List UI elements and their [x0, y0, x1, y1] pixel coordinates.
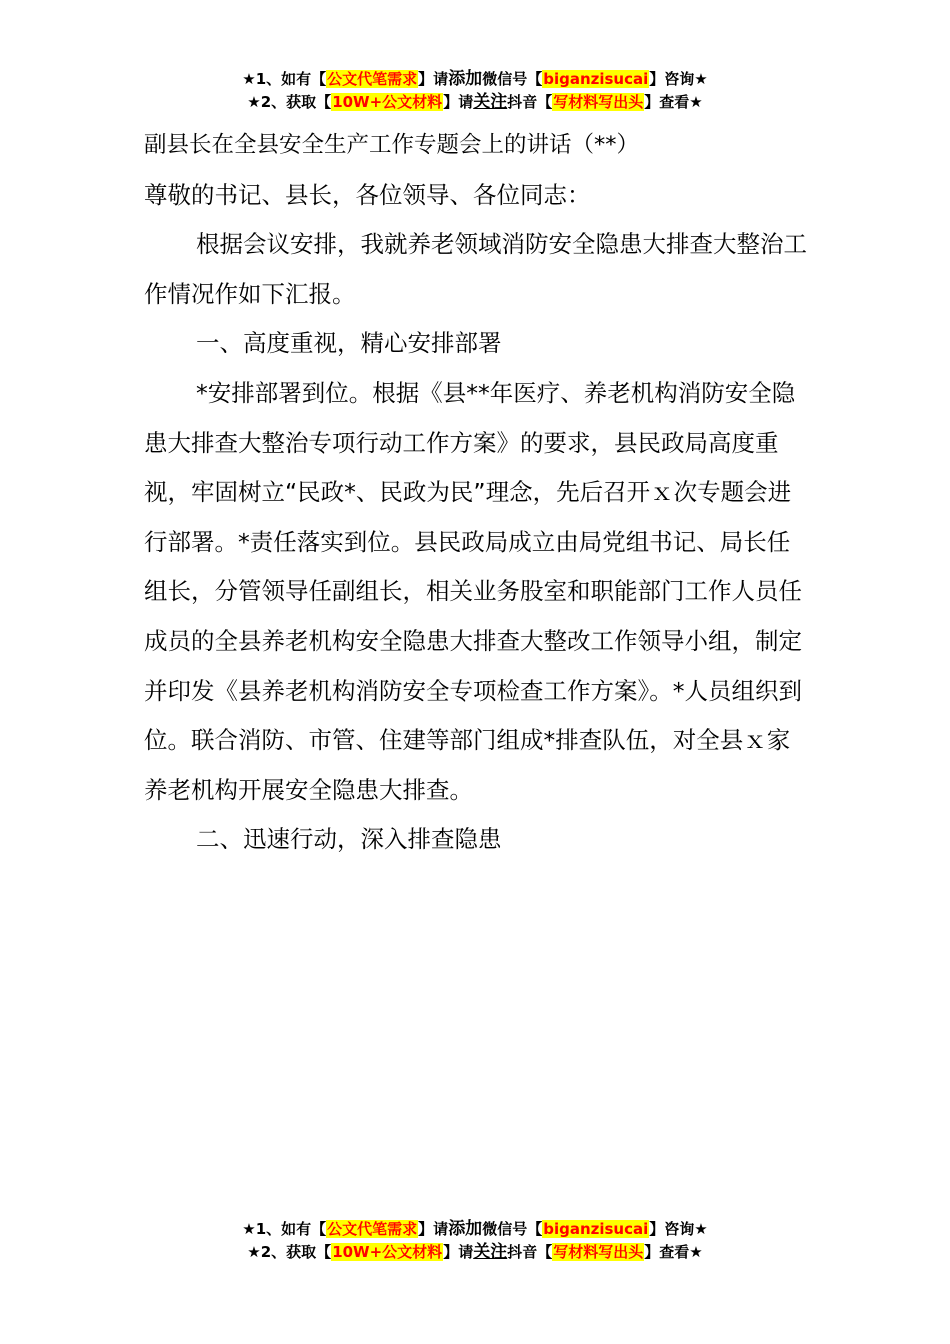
banner-line1-middle2: 微信号【 — [482, 70, 543, 88]
banner-line2-highlight-materials: 10W+公文材料 — [332, 93, 443, 111]
footer-line2-middle2: 抖音【 — [507, 1243, 553, 1261]
footer-line2-emphasis: 关注 — [473, 1242, 508, 1262]
footer-line1-suffix: 】咨询★ — [649, 1220, 708, 1238]
footer-line-2 — [0, 1241, 950, 1264]
document-title: 副县长在全县安全生产工作专题会上的讲话（**） — [144, 132, 640, 158]
footer-line2-suffix: 】查看★ — [644, 1243, 703, 1261]
footer-line2-middle: 】请 — [443, 1243, 474, 1261]
footer-line1-prefix: ★1、如有【 — [242, 1220, 327, 1238]
banner-line1-highlight-wechat: biganzisucai — [543, 70, 649, 88]
footer-line1-highlight-wechat: biganzisucai — [543, 1220, 649, 1238]
footer-line-1 — [0, 1218, 950, 1241]
footer-line1-middle2: 微信号【 — [482, 1220, 543, 1238]
banner-line2-emphasis: 关注 — [473, 92, 508, 112]
banner-line2-highlight-douyin: 写材料写出头 — [553, 93, 644, 111]
footer-line1-highlight-service: 公文代笔需求 — [327, 1220, 418, 1238]
footer-line2-prefix: ★2、获取【 — [247, 1243, 332, 1261]
banner-line1-suffix: 】咨询★ — [649, 70, 708, 88]
banner-line1-prefix: ★1、如有【 — [242, 70, 327, 88]
section-heading-2: 二、迅速行动，深入排查隐患 — [196, 825, 502, 854]
banner-line2-suffix: 】查看★ — [644, 93, 703, 111]
banner-line-2 — [0, 91, 950, 114]
footer-line1-middle: 】请 — [418, 1220, 449, 1238]
banner-line2-middle2: 抖音【 — [507, 93, 553, 111]
banner-line1-highlight-service: 公文代笔需求 — [327, 70, 418, 88]
section-1-paragraph: *安排部署到位。根据《县**年医疗、养老机构消防安全隐患大排查大整治专项行动工作方案》的要求，县民政局高度重视，牢固树立“民政*、民政为民”理念，先后召开ｘ次专题会进行部署。*责任落实到位。县民政局成立由局党组书记、局长任组长，分管领导任副组长，相关业务股室和职能部门工作人员任成员的全县养老机构安全隐患大排查大整改工作领导小组，制定并印发《县养老机构消防安全专项检查工作方案》。*人员组织到位。联合消防、市管、住建等部门组成*排查队伍，对全县ｘ家养老机构开展安全隐患大排查。 — [144, 378, 802, 804]
document-salutation: 尊敬的书记、县长，各位领导、各位同志： — [144, 180, 591, 209]
banner-line1-emphasis: 添加 — [448, 69, 483, 89]
banner-line-1 — [0, 68, 950, 91]
banner-line2-prefix: ★2、获取【 — [247, 93, 332, 111]
document-body — [144, 121, 808, 865]
header-banner — [0, 68, 950, 114]
section-heading-1: 一、高度重视，精心安排部署 — [196, 329, 502, 358]
footer-banner — [0, 1218, 950, 1264]
footer-line2-highlight-materials: 10W+公文材料 — [332, 1243, 443, 1261]
footer-line1-emphasis: 添加 — [448, 1219, 483, 1239]
banner-line2-middle: 】请 — [443, 93, 474, 111]
footer-line2-highlight-douyin: 写材料写出头 — [553, 1243, 644, 1261]
document-intro-paragraph: 根据会议安排，我就养老领域消防安全隐患大排查大整治工作情况作如下汇报。 — [144, 230, 807, 308]
banner-line1-middle: 】请 — [418, 70, 449, 88]
